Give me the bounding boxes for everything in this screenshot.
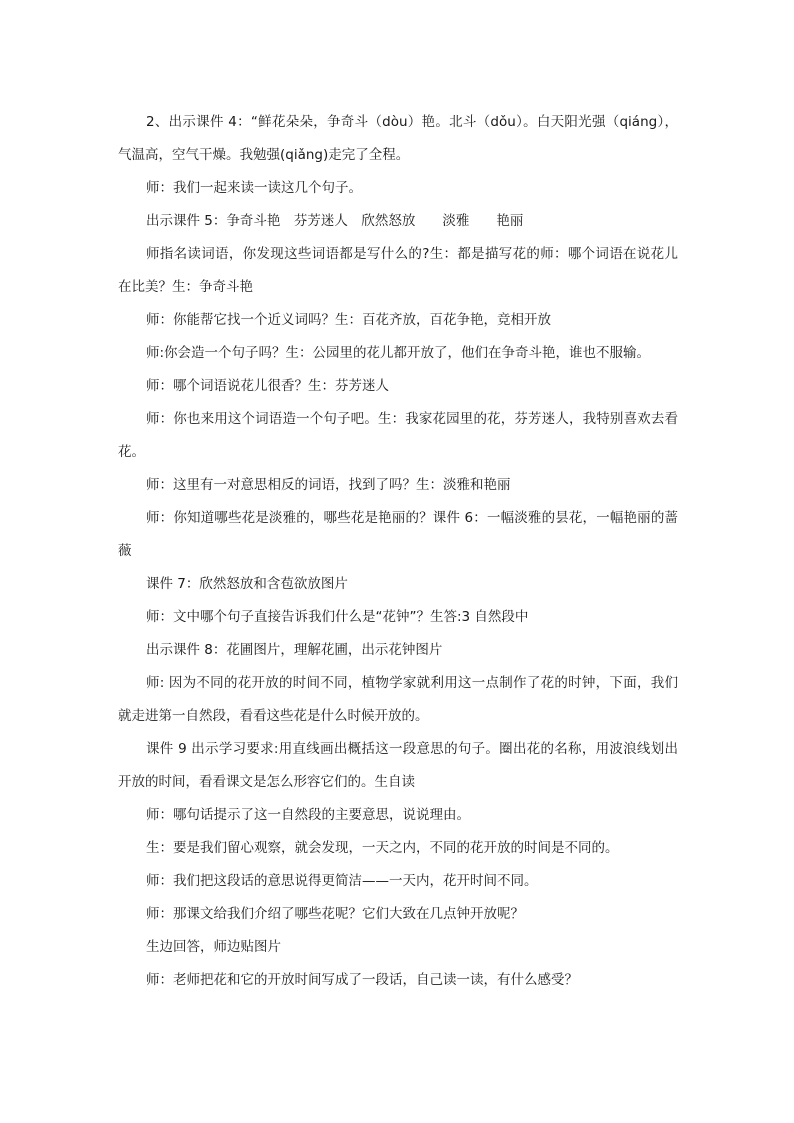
paragraph-7: 师：哪个词语说花儿很香？生：芬芳迷人	[146, 378, 389, 394]
paragraph-19: 师：那课文给我们介绍了哪些花呢？它们大致在几点钟开放呢？	[146, 906, 524, 922]
paragraph-21: 师：老师把花和它的开放时间写成了一段话，自己读一读，有什么感受？	[146, 972, 578, 988]
document-body	[118, 106, 678, 997]
paragraph-1: 2、出示课件 4：“鲜花朵朵，争奇斗（dòu）艳。北斗（dǒu）。白天阳光强（qiáng），气温高，空气干燥。我勉强(qiǎng)走完了全程。	[118, 114, 678, 163]
paragraph-14: 师: 因为不同的花开放的时间不同，植物学家就利用这一点制作了花的时钟，下面，我们就走进第一自然段，看看这些花是什么时候开放的。	[118, 675, 678, 724]
paragraph-18: 师：我们把这段话的意思说得更简洁——一天内，花开时间不同。	[146, 873, 538, 889]
paragraph-9: 师：这里有一对意思相反的词语，找到了吗？生：淡雅和艳丽	[146, 477, 511, 493]
paragraph-3: 出示课件 5：争奇斗艳 芬芳迷人 欣然怒放 淡雅 艳丽	[146, 213, 524, 229]
paragraph-5: 师：你能帮它找一个近义词吗？生：百花齐放，百花争艳，竞相开放	[146, 312, 551, 328]
paragraph-11: 课件 7：欣然怒放和含苞欲放图片	[146, 576, 348, 592]
paragraph-2: 师：我们一起来读一读这几个句子。	[146, 180, 362, 196]
paragraph-17: 生：要是我们留心观察，就会发现，一天之内，不同的花开放的时间是不同的。	[146, 840, 619, 856]
paragraph-16: 师：哪句话提示了这一自然段的主要意思，说说理由。	[146, 807, 470, 823]
paragraph-4: 师指名读词语，你发现这些词语都是写什么的?生：都是描写花的师：哪个词语在说花儿在比美？生：争奇斗艳	[118, 246, 678, 295]
paragraph-8: 师：你也来用这个词语造一个句子吧。生：我家花园里的花，芬芳迷人，我特别喜欢去看花。	[118, 411, 678, 460]
paragraph-20: 生边回答，师边贴图片	[146, 939, 281, 955]
paragraph-12: 师：文中哪个句子直接告诉我们什么是“花钟”？生答:3 自然段中	[146, 609, 529, 625]
paragraph-10: 师：你知道哪些花是淡雅的，哪些花是艳丽的？课件 6：一幅淡雅的昙花，一幅艳丽的蔷薇	[118, 510, 678, 559]
paragraph-13: 出示课件 8：花圃图片，理解花圃，出示花钟图片	[146, 642, 443, 658]
paragraph-6: 师:你会造一个句子吗？生：公园里的花儿都开放了，他们在争奇斗艳，谁也不服输。	[146, 345, 651, 361]
paragraph-15: 课件 9 出示学习要求:用直线画出概括这一段意思的句子。圈出花的名称，用波浪线划出开放的时间，看看课文是怎么形容它们的。生自读	[118, 741, 678, 790]
